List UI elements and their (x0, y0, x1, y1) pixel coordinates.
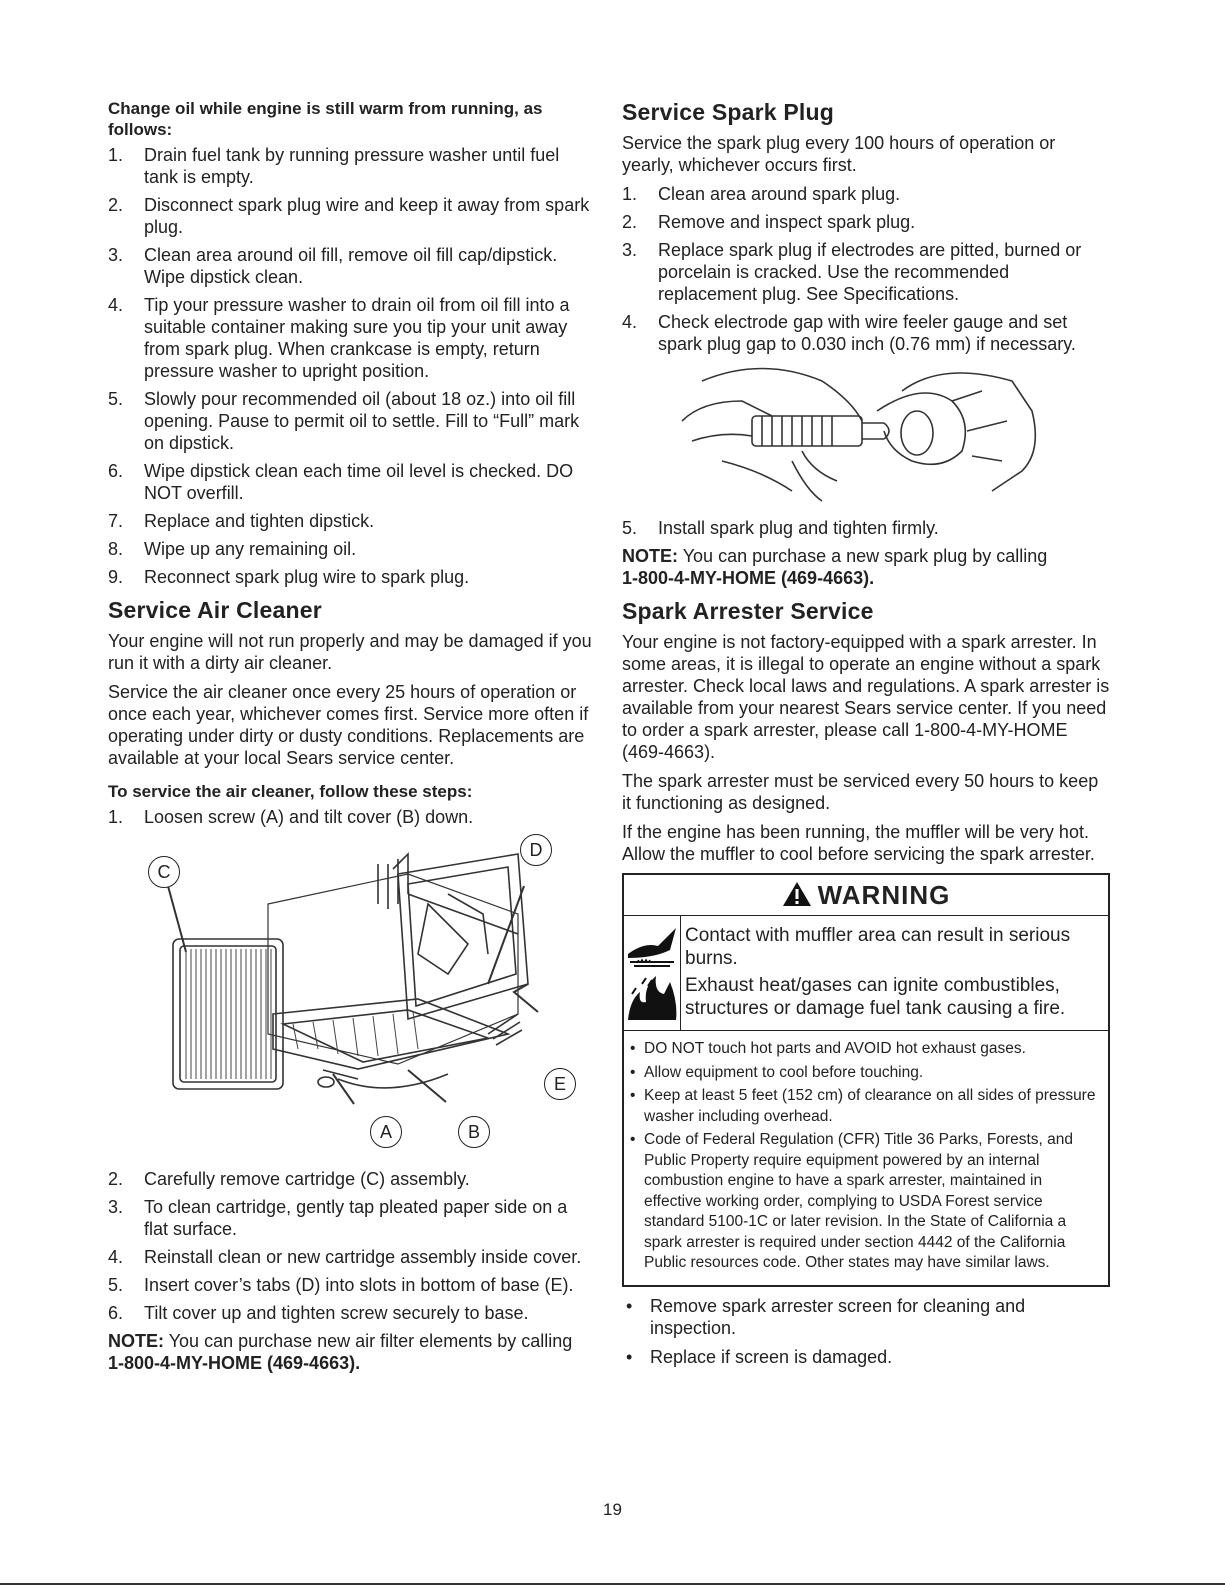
warning-hazard-text (681, 916, 1108, 1030)
oil-change-steps (108, 144, 594, 588)
fire-hazard-icon (624, 972, 680, 1022)
list-item: 1. Clean area around spark plug. (622, 184, 901, 204)
list-item: • Keep at least 5 feet (152 cm) of clearance on all sides of pressure washer including overhead. (630, 1086, 1100, 1127)
list-item: 6. Wipe dipstick clean each time oil level is checked. DO NOT overfill. (108, 461, 574, 503)
air-cleaner-diagram (108, 834, 594, 1160)
warning-triangle-icon (782, 881, 812, 907)
warning-icons (624, 916, 681, 1030)
spark-arrester-steps (622, 1295, 1110, 1368)
hot-surface-burn-icon (624, 924, 680, 968)
list-item: 6. Tilt cover up and tighten screw securely to base. (108, 1303, 529, 1323)
list-item: 2. Remove and inspect spark plug. (622, 212, 916, 232)
note-phone: 1-800-4-MY-HOME (469-4663). (108, 1353, 361, 1373)
callout-b: B (458, 1116, 490, 1148)
list-item: 3. Clean area around oil fill, remove oil fill cap/dipstick. Wipe dipstick clean. (108, 245, 558, 287)
spark-plug-step-5 (622, 517, 1110, 539)
list-item: 7. Replace and tighten dipstick. (108, 511, 375, 531)
air-cleaner-schedule: Service the air cleaner once every 25 hours of operation or once each year, whichever comes first. Service more often if operating under dirty or dusty conditions. Replacements are available at your local Sears service center. (108, 682, 589, 768)
warning-fire-text: Exhaust heat/gases can ignite combustibles, structures or damage fuel tank causing a fire. (685, 975, 1066, 1019)
air-cleaner-step-1 (108, 806, 594, 828)
list-item: • Remove spark arrester screen for cleaning and inspection. (622, 1295, 1110, 1339)
callout-a: A (370, 1116, 402, 1148)
air-cleaner-heading: Service Air Cleaner (108, 597, 322, 623)
spark-arrester-schedule: The spark arrester must be serviced every 50 hours to keep it functioning as designed. (622, 771, 1099, 813)
list-item: 5. Insert cover’s tabs (D) into slots in bottom of base (E). (108, 1275, 574, 1295)
list-item: 4. Tip your pressure washer to drain oil from oil fill into a suitable container making sure you tip your unit away from spark plug. When crankcase is empty, return pressure washer to upright position. (108, 295, 570, 381)
warning-title: WARNING (817, 880, 951, 910)
note-text: You can purchase a new spark plug by calling (682, 546, 1048, 566)
oil-change-heading: Change oil while engine is still warm from running, as follows: (108, 99, 543, 139)
warning-hazards (624, 916, 1108, 1031)
list-item: 4. Reinstall clean or new cartridge assembly inside cover. (108, 1247, 582, 1267)
spark-plug-gap-diagram (622, 361, 1110, 509)
callout-e: E (544, 1068, 576, 1100)
list-item: • Allow equipment to cool before touching. (630, 1063, 1100, 1084)
note-phone: 1-800-4-MY-HOME (469-4663). (622, 568, 875, 588)
list-item: 4. Check electrode gap with wire feeler gauge and set spark plug gap to 0.030 inch (0.76 mm) if necessary. (622, 312, 1076, 354)
note-label: NOTE: (622, 546, 678, 566)
note-label: NOTE: (108, 1331, 164, 1351)
left-column (108, 98, 594, 1381)
spark-plug-note (622, 545, 1110, 589)
air-cleaner-steps (108, 1168, 594, 1324)
spark-plug-heading: Service Spark Plug (622, 99, 834, 125)
air-cleaner-steps-heading: To service the air cleaner, follow these steps: (108, 782, 473, 801)
list-item: 2. Disconnect spark plug wire and keep it away from spark plug. (108, 195, 590, 237)
note-text: You can purchase new air filter elements by calling (168, 1331, 573, 1351)
warning-burn-text: Contact with muffler area can result in serious burns. (685, 925, 1071, 969)
air-filter-note (108, 1330, 594, 1374)
callout-c: C (148, 856, 180, 888)
warning-precautions (624, 1031, 1108, 1285)
page-number: 19 (603, 1500, 622, 1519)
air-cleaner-illustration (108, 834, 594, 1160)
list-item: 9. Reconnect spark plug wire to spark plug. (108, 567, 470, 587)
list-item: 5. Slowly pour recommended oil (about 18 oz.) into oil fill opening. Pause to permit oil to settle. Fill to “Full” mark on dipstick. (108, 389, 580, 453)
list-item: • DO NOT touch hot parts and AVOID hot exhaust gases. (630, 1039, 1100, 1060)
spark-plug-illustration (622, 361, 1110, 509)
list-item: • Replace if screen is damaged. (622, 1346, 1110, 1368)
right-column (622, 98, 1110, 1375)
warning-header (624, 875, 1108, 916)
list-item: • Code of Federal Regulation (CFR) Title 36 Parks, Forests, and Public Property require equipment powered by an internal combustion engine to have a spark arrester, maintained in effective working order, complying to USDA Forest service standard 5100-1C or later revision. In the State of California a spark arrester is required under section 4442 of the California Public resources code. Other states may have similar laws. (630, 1130, 1100, 1274)
spark-plug-intro: Service the spark plug every 100 hours of operation or yearly, whichever occurs first. (622, 133, 1056, 175)
list-item: 2. Carefully remove cartridge (C) assembly. (108, 1169, 470, 1189)
list-item: 8. Wipe up any remaining oil. (108, 539, 357, 559)
spark-arrester-caution: If the engine has been running, the muffler will be very hot. Allow the muffler to cool before servicing the spark arrester. (622, 822, 1095, 864)
warning-box (622, 873, 1110, 1287)
list-item: 3. To clean cartridge, gently tap pleated paper side on a flat surface. (108, 1197, 568, 1239)
callout-d: D (520, 834, 552, 866)
spark-arrester-intro: Your engine is not factory-equipped with a spark arrester. In some areas, it is illegal to operate an engine without a spark arrester. Check local laws and regulations. A spark arrester is available from your nearest Sears service center. If you need to order a spark arrester, please call 1-800-4-MY-HOME (469-4663). (622, 632, 1110, 762)
list-item: 1. Loosen screw (A) and tilt cover (B) down. (108, 807, 474, 827)
spark-arrester-heading: Spark Arrester Service (622, 598, 874, 624)
list-item: 1. Drain fuel tank by running pressure washer until fuel tank is empty. (108, 145, 560, 187)
spark-plug-steps (622, 183, 1110, 355)
list-item: 5. Install spark plug and tighten firmly. (622, 518, 939, 538)
list-item: 3. Replace spark plug if electrodes are pitted, burned or porcelain is cracked. Use the recommended replacement plug. See Specifications. (622, 240, 1082, 304)
air-cleaner-intro: Your engine will not run properly and may be damaged if you run it with a dirty air cleaner. (108, 631, 592, 673)
